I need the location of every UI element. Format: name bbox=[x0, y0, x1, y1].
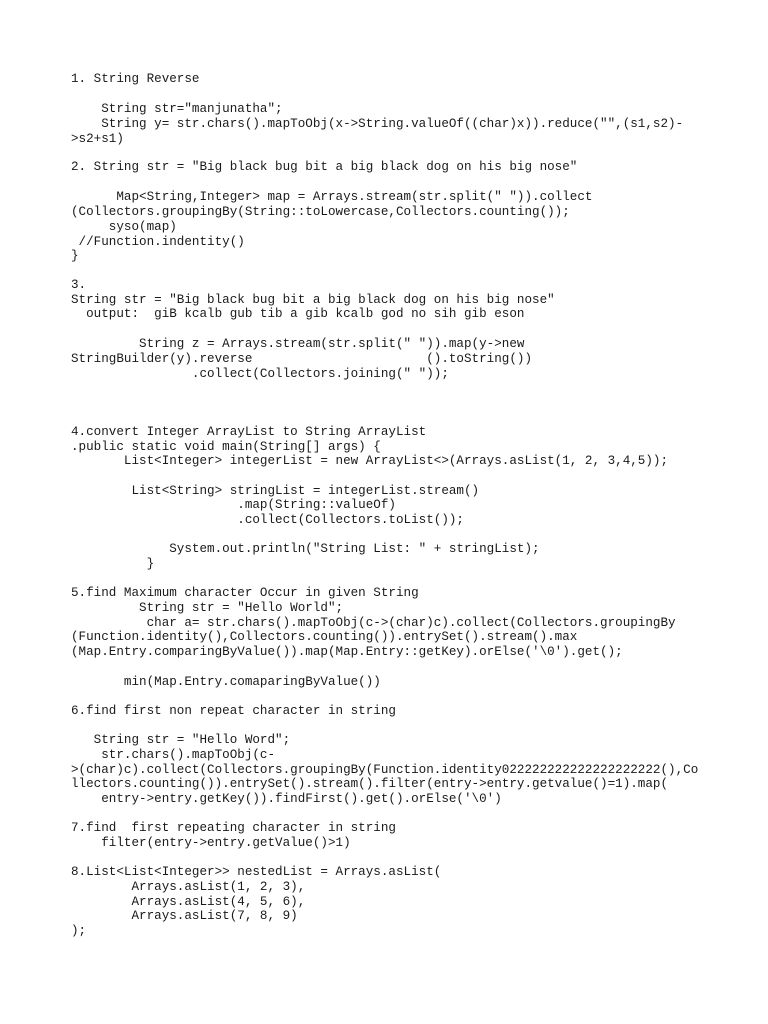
code-line: (Map.Entry.comparingByValue()).map(Map.Entry::getKey).orElse('\0').get(); bbox=[71, 645, 623, 659]
code-line: } bbox=[71, 557, 155, 571]
code-line: List<Integer> integerList = new ArrayList<>(Arrays.asList(1, 2, 3,4,5)); bbox=[71, 454, 669, 468]
code-line: String str = "Hello World"; bbox=[71, 601, 344, 615]
section-4-heading: 4.convert Integer ArrayList to String ArrayList bbox=[71, 425, 427, 439]
code-line: String str = "Big black bug bit a big black dog on his big nose" bbox=[71, 293, 555, 307]
code-line: char a= str.chars().mapToObj(c->(char)c).collect(Collectors.groupingBy bbox=[71, 616, 676, 630]
code-line: Arrays.asList(7, 8, 9) bbox=[71, 909, 298, 923]
code-line: .map(String::valueOf) bbox=[71, 498, 396, 512]
section-6-heading: 6.find first non repeat character in string bbox=[71, 704, 396, 718]
code-line: (Collectors.groupingBy(String::toLowercase,Collectors.counting()); bbox=[71, 205, 570, 219]
code-line: >(char)c).collect(Collectors.groupingBy(Function.identity022222222222222222222(),Co bbox=[71, 763, 699, 777]
code-line: output: giB kcalb gub tib a gib kcalb god no sih gib eson bbox=[71, 307, 525, 321]
code-line: StringBuilder(y).reverse ().toString()) bbox=[71, 352, 533, 366]
code-line: .collect(Collectors.toList()); bbox=[71, 513, 464, 527]
code-line: System.out.println("String List: " + stringList); bbox=[71, 542, 540, 556]
code-line: .collect(Collectors.joining(" ")); bbox=[71, 367, 449, 381]
code-line: str.chars().mapToObj(c- bbox=[71, 748, 276, 762]
code-line: (Function.identity(),Collectors.counting()).entrySet().stream().max bbox=[71, 630, 578, 644]
code-line: .public static void main(String[] args) { bbox=[71, 440, 381, 454]
code-line: String str = "Hello Word"; bbox=[71, 733, 291, 747]
code-line: >s2+s1) bbox=[71, 132, 124, 146]
section-1-heading: 1. String Reverse bbox=[71, 72, 200, 86]
code-line: Arrays.asList(4, 5, 6), bbox=[71, 895, 306, 909]
code-line: String z = Arrays.stream(str.split(" ")).map(y->new bbox=[71, 337, 525, 351]
section-8-heading: 8.List<List<Integer>> nestedList = Arrays.asList( bbox=[71, 865, 442, 879]
section-7-heading: 7.find first repeating character in string bbox=[71, 821, 396, 835]
code-line: entry->entry.getKey()).findFirst().get().orElse('\0') bbox=[71, 792, 502, 806]
section-5-heading: 5.find Maximum character Occur in given String bbox=[71, 586, 419, 600]
code-line: String y= str.chars().mapToObj(x->String.valueOf((char)x)).reduce("",(s1,s2)- bbox=[71, 117, 684, 131]
section-2-heading: 2. String str = "Big black bug bit a big black dog on his big nose" bbox=[71, 160, 578, 174]
code-line: String str="manjunatha"; bbox=[71, 102, 283, 116]
code-line: Arrays.asList(1, 2, 3), bbox=[71, 880, 306, 894]
code-line: min(Map.Entry.comaparingByValue()) bbox=[71, 675, 381, 689]
code-line: syso(map) bbox=[71, 220, 177, 234]
section-3-heading: 3. bbox=[71, 278, 87, 292]
code-line: filter(entry->entry.getValue()>1) bbox=[71, 836, 351, 850]
code-line: ); bbox=[71, 924, 87, 938]
code-line: llectors.counting()).entrySet().stream().filter(entry->entry.getvalue()=1).map( bbox=[71, 777, 669, 791]
code-line: Map<String,Integer> map = Arrays.stream(str.split(" ")).collect bbox=[71, 190, 593, 204]
code-line: } bbox=[71, 249, 79, 263]
code-line: List<String> stringList = integerList.stream() bbox=[71, 484, 480, 498]
code-line: //Function.indentity() bbox=[71, 235, 245, 249]
